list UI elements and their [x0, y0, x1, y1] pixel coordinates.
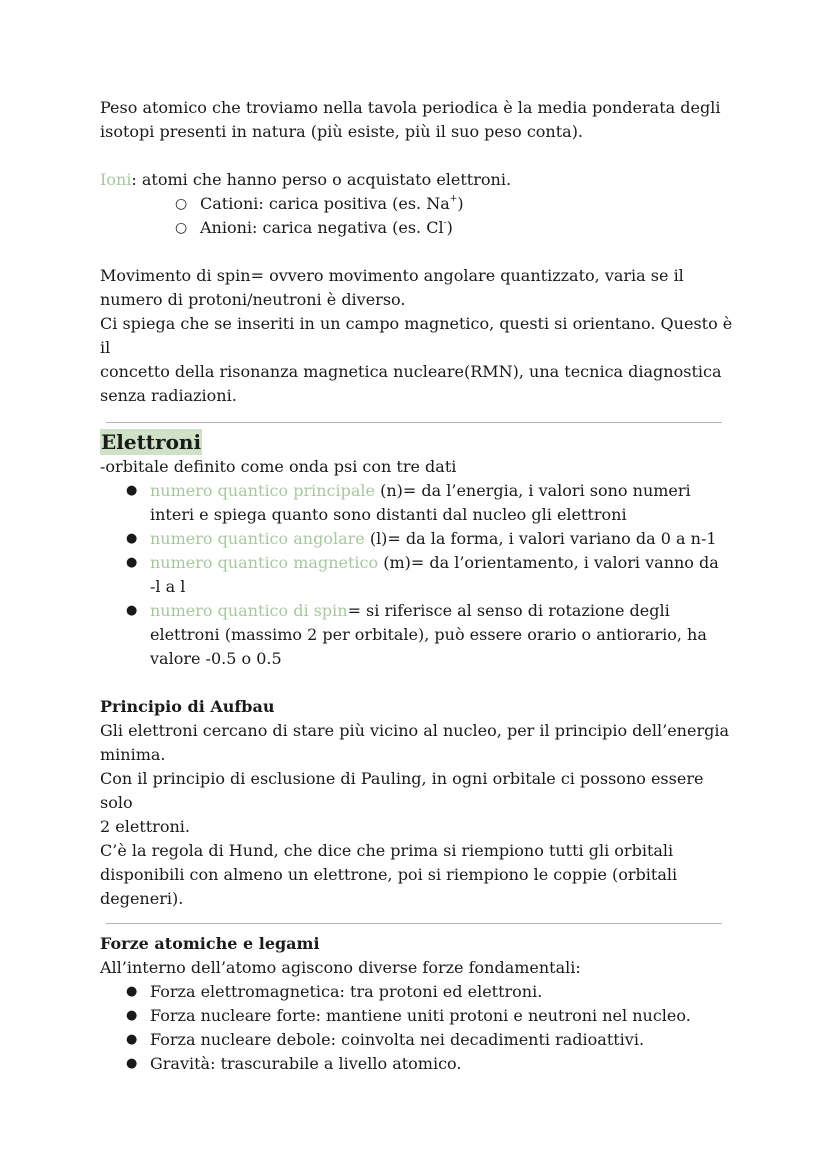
- term: numero quantico magnetico: [150, 553, 379, 572]
- ioni-definition: Ioni: atomi che hanno perso o acquistato elettroni.: [100, 170, 512, 189]
- text-line: Gli elettroni cercano di stare più vicino al nucleo, per il principio dell’energia: [100, 721, 729, 740]
- forces-list: [100, 980, 740, 1076]
- text-line: concetto della risonanza magnetica nucleare(RMN), una tecnica diagnostica: [100, 362, 722, 381]
- bullet-icon: ●: [126, 984, 138, 999]
- section-intro: All’interno dell’atomo agiscono diverse forze fondamentali:: [100, 958, 581, 977]
- text-line: Con il principio di esclusione di Pauling, in ogni orbitale ci possono essere solo: [100, 769, 704, 812]
- term: numero quantico di spin: [150, 601, 348, 620]
- section-divider: [106, 422, 722, 423]
- quantum-numbers-list: [100, 479, 740, 671]
- list-item: ● numero quantico principale (n)= da l’energia, i valori sono numeri interi e spiega quanto sono distanti dal nucleo gli elettroni: [126, 481, 691, 524]
- bullet-icon: ●: [126, 603, 138, 618]
- ioni-list: [100, 192, 740, 240]
- section-intro: -orbitale definito come onda psi con tre dati: [100, 457, 457, 476]
- bullet-icon: ●: [126, 1032, 138, 1047]
- list-item: ● numero quantico angolare (l)= da la forma, i valori variano da 0 a n-1: [100, 527, 740, 551]
- text-line: Peso atomico che troviamo nella tavola periodica è la media ponderata degli: [100, 98, 721, 117]
- text-line: numero di protoni/neutroni è diverso.: [100, 290, 406, 309]
- list-item: ● Forza nucleare debole: coinvolta nei decadimenti radioattivi.: [100, 1028, 740, 1052]
- ioni-term: Ioni: [100, 170, 132, 189]
- list-item: ○ Cationi: carica positiva (es. Na+): [100, 192, 740, 216]
- text-line: isotopi presenti in natura (più esiste, più il suo peso conta).: [100, 122, 584, 141]
- list-item: ● Forza nucleare forte: mantiene uniti protoni e neutroni nel nucleo.: [100, 1004, 740, 1028]
- ioni-section: [100, 168, 740, 240]
- subsection-title: Principio di Aufbau: [100, 697, 275, 716]
- intro-paragraph: [100, 96, 740, 144]
- text-line: C’è la regola di Hund, che dice che prima si riempiono tutti gli orbitali: [100, 841, 674, 860]
- text-line: disponibili con almeno un elettrone, poi si riempiono le coppie (orbitali: [100, 865, 678, 884]
- bullet-icon: ●: [126, 1008, 138, 1023]
- term: numero quantico principale: [150, 481, 375, 500]
- document-page: [100, 96, 740, 1076]
- list-item: ● Forza elettromagnetica: tra protoni ed elettroni.: [100, 980, 740, 1004]
- forze-section: [100, 932, 740, 1076]
- term: numero quantico angolare: [150, 529, 365, 548]
- text-line: senza radiazioni.: [100, 386, 237, 405]
- bullet-icon: ●: [126, 531, 138, 546]
- subsection-title: Forze atomiche e legami: [100, 934, 320, 953]
- section-title: Elettroni: [101, 430, 202, 454]
- circle-bullet-icon: ○: [175, 196, 188, 212]
- list-item: ● numero quantico magnetico (m)= da l’orientamento, i valori vanno da -l a l: [126, 553, 719, 596]
- aufbau-section: [100, 695, 740, 911]
- text-line: 2 elettroni.: [100, 817, 190, 836]
- spin-paragraph: [100, 264, 740, 408]
- text-line: Ci spiega che se inseriti in un campo magnetico, questi si orientano. Questo è il: [100, 314, 733, 357]
- text-line: Movimento di spin= ovvero movimento angolare quantizzato, varia se il: [100, 266, 684, 285]
- bullet-icon: ●: [126, 555, 138, 570]
- elettroni-section: [100, 429, 740, 671]
- text-line: minima.: [100, 745, 166, 764]
- list-item: ● numero quantico di spin= si riferisce al senso di rotazione degli elettroni (massimo 2 per orbitale), può essere orario o antiorario, ha valore -0.5 o 0.5: [126, 601, 707, 668]
- bullet-icon: ●: [126, 483, 138, 498]
- list-item: ○ Anioni: carica negativa (es. Cl-): [100, 216, 740, 240]
- text-line: degeneri).: [100, 889, 184, 908]
- bullet-icon: ●: [126, 1056, 138, 1071]
- section-divider: [106, 923, 722, 924]
- circle-bullet-icon: ○: [175, 220, 188, 236]
- list-item: ● Gravità: trascurabile a livello atomico.: [100, 1052, 740, 1076]
